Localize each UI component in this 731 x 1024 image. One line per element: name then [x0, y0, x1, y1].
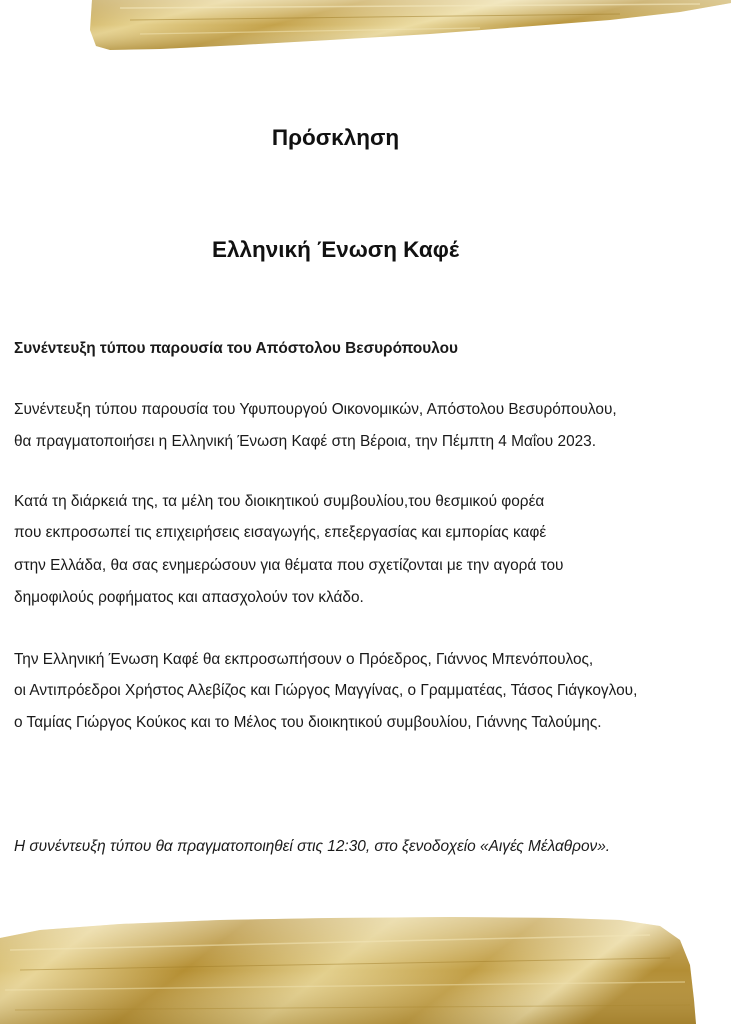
paragraph-3-line-3: ο Ταμίας Γιώργος Κούκος και το Μέλος του διοικητικού συμβουλίου, Γιάννης Ταλούμης.: [14, 714, 602, 731]
top-gold-stroke: [90, 0, 731, 50]
paragraph-2-line-1: Κατά τη διάρκειά της, τα μέλη του διοικητικού συμβουλίου,του θεσμικού φορέα: [14, 493, 545, 510]
paragraph-2-line-2: που εκπροσωπεί τις επιχειρήσεις εισαγωγής, επεξεργασίας και εμπορίας καφέ: [14, 524, 547, 541]
paragraph-3-line-2: οι Αντιπρόεδροι Χρήστος Αλεβίζος και Γιώργος Μαγγίνας, ο Γραμματέας, Τάσος Γιάγκογλου,: [14, 682, 638, 699]
closing-note: Η συνέντευξη τύπου θα πραγματοποιηθεί στις 12:30, στο ξενοδοχείο «Αιγές Μέλαθρον».: [14, 838, 611, 855]
paragraph-3-line-1: Την Ελληνική Ένωση Καφέ θα εκπροσωπήσουν ο Πρόεδρος, Γιάννος Μπενόπουλος,: [14, 651, 594, 668]
organization-title: Ελληνική Ένωση Καφέ: [212, 237, 459, 262]
paragraph-1-line-2: θα πραγματοποιήσει η Ελληνική Ένωση Καφέ στη Βέροια, την Πέμπτη 4 Μαΐου 2023.: [14, 433, 597, 450]
paragraph-2-line-4: δημοφιλούς ροφήματος και απασχολούν τον κλάδο.: [14, 589, 364, 606]
bottom-gold-stroke: [0, 917, 696, 1024]
paragraph-2-line-3: στην Ελλάδα, θα σας ενημερώσουν για θέματα που σχετίζονται με την αγορά του: [14, 557, 564, 574]
paragraph-1-line-1: Συνέντευξη τύπου παρουσία του Υφυπουργού Οικονομικών, Απόστολου Βεσυρόπουλου,: [14, 401, 617, 418]
invitation-title: Πρόσκληση: [271, 125, 400, 150]
press-conference-subtitle: Συνέντευξη τύπου παρουσία του Απόστολου Βεσυρόπουλου: [14, 340, 458, 357]
